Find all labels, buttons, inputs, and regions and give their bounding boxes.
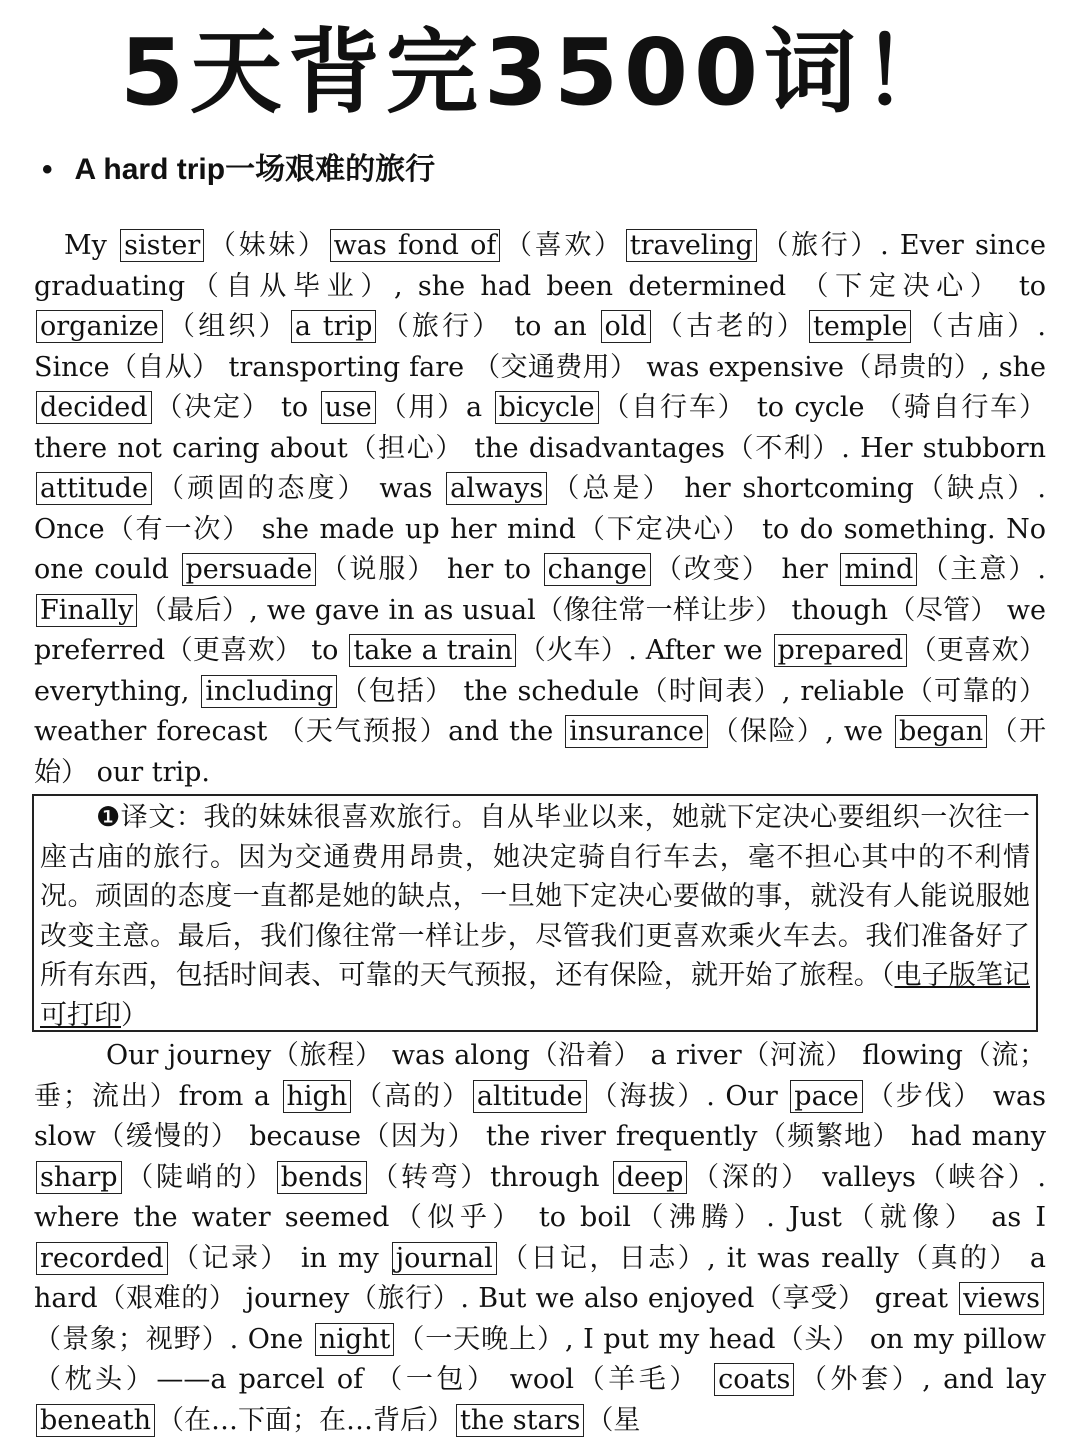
- section-heading: [42, 150, 435, 190]
- passage-text: （保险）, we: [710, 716, 894, 747]
- passage-text: （景象；视野）. One: [34, 1323, 313, 1355]
- boxed-vocab-word: views: [959, 1282, 1044, 1315]
- passage-text: （深的） valleys（峡谷）. where the water seemed（似乎） to boil（沸腾）. Just（就像） as I: [34, 1161, 1047, 1233]
- passage-text: （改变） her: [652, 554, 839, 585]
- passage-text: （外套）, and lay: [796, 1364, 1046, 1395]
- passage-text: （高的）: [353, 1080, 471, 1112]
- boxed-vocab-word: attitude: [36, 472, 152, 505]
- passage-text: （说服） her to: [318, 554, 542, 585]
- passage-text: （顽固的态度） was: [153, 473, 445, 504]
- passage-text: （包括） the schedule（时间表）, reliable（可靠的） weather forecast （天气预报）and the: [34, 675, 1046, 747]
- passage-text: （一天晚上）, I put my head（头） on my pillow（枕头）——a parcel of （一包） wool（羊毛）: [34, 1323, 1046, 1395]
- boxed-vocab-word: organize: [36, 310, 163, 343]
- passage-text: （旅行）. Ever since graduating（自从毕业）, she had been determined （下定决心） to: [34, 230, 1047, 302]
- boxed-vocab-word: Finally: [36, 594, 137, 627]
- passage-text: （喜欢）: [502, 230, 624, 261]
- section-heading-text: A hard trip一场艰难的旅行: [74, 153, 436, 186]
- boxed-vocab-word: always: [446, 472, 547, 505]
- boxed-vocab-word: recorded: [36, 1242, 168, 1275]
- boxed-vocab-word: high: [283, 1080, 352, 1113]
- boxed-vocab-word: pace: [790, 1080, 862, 1113]
- boxed-vocab-word: temple: [809, 310, 911, 343]
- boxed-vocab-word: take a train: [349, 634, 516, 667]
- passage-text: My: [64, 230, 119, 261]
- boxed-vocab-word: beneath: [36, 1404, 155, 1437]
- passage-text: （星: [586, 1404, 641, 1436]
- translation-close: ）: [121, 999, 148, 1031]
- boxed-vocab-word: sharp: [36, 1161, 122, 1194]
- passage-text: （决定） to: [153, 392, 319, 423]
- passage-text: （在…下面；在…背后）: [156, 1404, 454, 1436]
- passage-text: （日记，日志）, it was really（真的） a hard（艰难的） journey（旅行）. But we also enjoyed（享受） great: [34, 1242, 1046, 1314]
- translation-box: [32, 794, 1038, 1032]
- passage-text: （旅行） to an: [378, 311, 599, 342]
- boxed-vocab-word: including: [201, 675, 337, 708]
- bullet: •: [42, 153, 53, 186]
- boxed-vocab-word: use: [321, 391, 376, 424]
- boxed-vocab-word: a trip: [291, 310, 377, 343]
- boxed-vocab-word: night: [315, 1323, 395, 1356]
- boxed-vocab-word: decided: [36, 391, 152, 424]
- passage-text: （步伐） was slow（缓慢的） because（因为） the river frequently（频繁地） had many: [34, 1080, 1046, 1152]
- boxed-vocab-word: began: [895, 715, 987, 748]
- passage-text: （妹妹）: [206, 230, 328, 261]
- boxed-vocab-word: persuade: [182, 553, 317, 586]
- translation-text: ❶译文：我的妹妹很喜欢旅行。自从毕业以来，她就下定决心要组织一次往一座古庙的旅行。因为交通费用昂贵，她决定骑自行车去，毫不担心其中的不利情况。顽固的态度一直都是她的缺点，一旦她下定决心要做的事，就没有人能说服她改变主意。最后，我们像往常一样让步，尽管我们更喜欢乘火车去。我们准备好了所有东西，包括时间表、可靠的天气预报，还有保险，就开始了旅程。（: [40, 802, 1030, 991]
- passage-text: （火车）. After we: [518, 635, 772, 666]
- passage-text: （组织）: [164, 311, 289, 342]
- boxed-vocab-word: bicycle: [495, 391, 599, 424]
- passage-text: （更喜欢） everything,: [34, 635, 1046, 707]
- boxed-vocab-word: was fond of: [330, 229, 501, 262]
- boxed-vocab-word: bends: [277, 1161, 367, 1194]
- paragraph-1: [34, 226, 1046, 793]
- passage-text: （记录） in my: [169, 1242, 390, 1274]
- printable-notes-note: 电子版笔记可打印: [40, 960, 1030, 1031]
- passage-text: （用）a: [377, 392, 493, 423]
- passage-text: （古老的）: [652, 311, 807, 342]
- passage-text: （主意）.: [919, 554, 1046, 585]
- boxed-vocab-word: deep: [613, 1161, 688, 1194]
- boxed-vocab-word: old: [601, 310, 651, 343]
- passage-text: （古庙）. Since（自从） transporting fare （交通费用） was expensive（昂贵的）, she: [34, 311, 1047, 383]
- boxed-vocab-word: coats: [714, 1363, 794, 1396]
- boxed-vocab-word: sister: [120, 229, 204, 262]
- boxed-vocab-word: insurance: [565, 715, 708, 748]
- passage-text: （转弯）through: [368, 1161, 611, 1193]
- boxed-vocab-word: altitude: [473, 1080, 587, 1113]
- passage-text: （最后）, we gave in as usual（像往常一样让步） though（尽管） we preferred（更喜欢） to: [34, 594, 1046, 666]
- boxed-vocab-word: change: [544, 553, 651, 586]
- passage-text: Our journey（旅程） was along（沿着） a river（河流） flowing（流；垂；流出）from a: [34, 1040, 1046, 1112]
- boxed-vocab-word: mind: [840, 553, 917, 586]
- passage-text: （海拔）. Our: [588, 1080, 789, 1112]
- boxed-vocab-word: traveling: [626, 229, 757, 262]
- boxed-vocab-word: the stars: [456, 1404, 584, 1437]
- boxed-vocab-word: prepared: [774, 634, 908, 667]
- passage-text: （总是） her shortcoming（缺点）. Once（有一次） she made up her mind（下定决心） to do something. No one could: [34, 473, 1046, 585]
- passage-text: （陡峭的）: [123, 1161, 275, 1193]
- paragraph-2: [34, 1036, 1046, 1441]
- page-title: 5天背完3500词！: [119, 19, 961, 126]
- boxed-vocab-word: journal: [392, 1242, 497, 1275]
- passage-text: （开始） our trip.: [34, 716, 1047, 788]
- passage-text: （自行车） to cycle （骑自行车） there not caring about（担心） the disadvantages（不利）. Her stubborn: [34, 392, 1046, 464]
